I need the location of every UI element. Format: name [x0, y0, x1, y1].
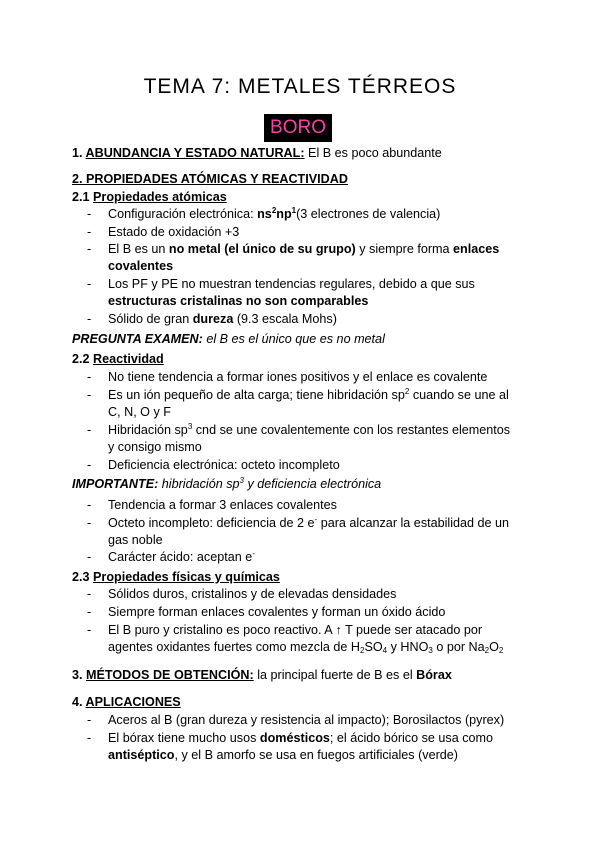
list-item-continuation: gas noble [108, 533, 163, 547]
boro-banner: BORO [264, 114, 332, 142]
bullet: - [87, 458, 92, 472]
bullet: - [87, 225, 92, 239]
bullet: - [87, 242, 92, 256]
section-3: 3. MÉTODOS DE OBTENCIÓN: la principal fuerte de B es el Bórax [72, 668, 452, 682]
list-item: Hibridación $sp^3$ cnd se une covalentemente con los restantes elementos [108, 422, 511, 437]
subsection-2-1-heading: 2.1 Propiedades atómicas [72, 190, 227, 204]
list-item-continuation: antiséptico, y el B amorfo se usa en fuegos artificiales (verde) [108, 748, 458, 762]
list-item: El B es un no metal (el único de su grupo) y siempre forma enlaces [108, 242, 500, 256]
list-item-continuation: C, N, O y F [108, 405, 171, 419]
exam-note: PREGUNTA EXAMEN: el B es el único que es no metal [72, 332, 385, 346]
bullet: - [87, 423, 92, 437]
list-item-continuation: agentes oxidantes fuertes como mezcla de $H_2SO_4$ y $HNO_3$ o por $Na_2O_2$ [108, 640, 504, 655]
bullet: - [87, 498, 92, 512]
list-item: Octeto incompleto: deficiencia de 2 e- para alcanzar la estabilidad de un [108, 515, 510, 530]
list-item: Configuración electrónica: $ns^2np^1(3$ electrones de valencia) [108, 206, 441, 221]
list-item-continuation: y consigo mismo [108, 440, 202, 454]
list-item: Siempre forman enlaces covalentes y forman un óxido ácido [108, 605, 446, 619]
page-title: TEMA 7: METALES TÉRREOS [143, 75, 457, 98]
list-item: Estado de oxidación +3 [108, 225, 240, 239]
bullet: - [87, 731, 92, 745]
bullet: - [87, 605, 92, 619]
list-item: Aceros al B (gran dureza y resistencia al impacto); Borosilactos (pyrex) [108, 713, 505, 727]
list-item-continuation: estructuras cristalinas no son comparables [108, 294, 369, 308]
list-item: Es un ión pequeño de alta carga; tiene hibridación $sp^2$ cuando se une al [108, 387, 509, 402]
list-item: Sólido de gran dureza (9.3 escala Mohs) [108, 312, 337, 326]
bullet: - [87, 516, 92, 530]
subsection-2-2-heading: 2.2 Reactividad [72, 352, 164, 366]
bullet: - [87, 388, 92, 402]
list-item: Carácter ácido: aceptan e- [108, 549, 255, 564]
list-item: No tiene tendencia a formar iones positivos y el enlace es covalente [108, 370, 488, 384]
list-item: El B puro y cristalino es poco reactivo. A ↑ T puede ser atacado por [108, 623, 483, 637]
subsection-2-3-heading: 2.3 Propiedades físicas y químicas [72, 570, 280, 584]
bullet: - [87, 207, 92, 221]
list-item-continuation: covalentes [108, 259, 174, 273]
list-item: Tendencia a formar 3 enlaces covalentes [108, 498, 337, 512]
section-1: 1. ABUNDANCIA Y ESTADO NATURAL: El B es poco abundante [72, 146, 442, 160]
list-item: El bórax tiene mucho usos domésticos; el ácido bórico se usa como [108, 731, 494, 745]
bullet: - [87, 623, 92, 637]
list-item: Sólidos duros, cristalinos y de elevadas densidades [108, 587, 397, 601]
section-4-heading: 4. APLICACIONES [72, 695, 181, 709]
section-2-heading: 2. PROPIEDADES ATÓMICAS Y REACTIVIDAD [72, 172, 348, 186]
bullet: - [87, 277, 92, 291]
bullet: - [87, 370, 92, 384]
bullet: - [87, 550, 92, 564]
important-note: IMPORTANTE: hibridación $sp^3$ y deficiencia electrónica [72, 476, 382, 491]
list-item: Deficiencia electrónica: octeto incompleto [108, 458, 340, 472]
list-item: Los PF y PE no muestran tendencias regulares, debido a que sus [108, 277, 475, 291]
bullet: - [87, 587, 92, 601]
bullet: - [87, 312, 92, 326]
bullet: - [87, 713, 92, 727]
